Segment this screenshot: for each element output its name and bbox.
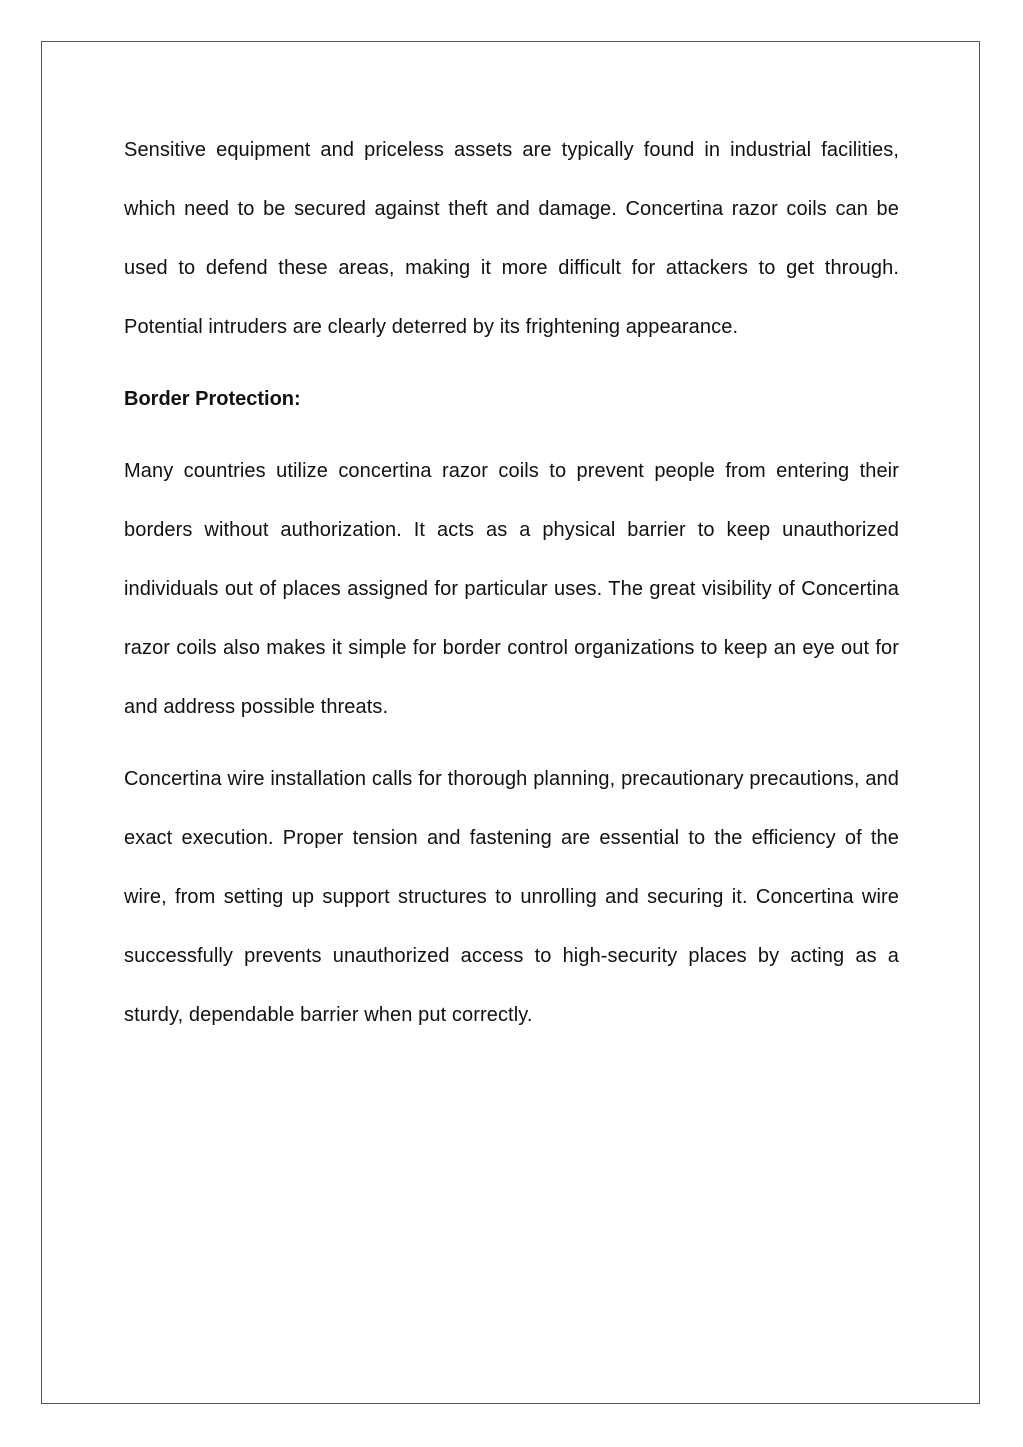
- section-heading-border-protection: Border Protection:: [124, 388, 301, 410]
- paragraph-industrial-facilities: Sensitive equipment and priceless assets are typically found in industrial facilities, which need to be secured against theft and damage. Concertina razor coils can be used to defend these areas, making it more difficult for attackers to get through. Potential intruders are clearly deterred by its frightening appearance.: [124, 139, 899, 338]
- document-body: [124, 121, 899, 1045]
- paragraph-border-protection: Many countries utilize concertina razor coils to prevent people from entering their borders without authorization. It acts as a physical barrier to keep unauthorized individuals out of places assigned for particular uses. The great visibility of Concertina razor coils also makes it simple for border control organizations to keep an eye out for and address possible threats.: [124, 460, 899, 718]
- paragraph-installation: Concertina wire installation calls for thorough planning, precautionary precautions, and exact execution. Proper tension and fastening are essential to the efficiency of the wire, from setting up support structures to unrolling and securing it. Concertina wire successfully prevents unauthorized access to high-security places by acting as a sturdy, dependable barrier when put correctly.: [124, 768, 899, 1026]
